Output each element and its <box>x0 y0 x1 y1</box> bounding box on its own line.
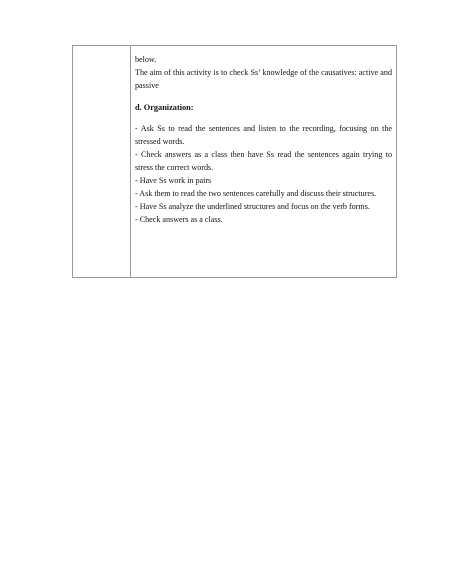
step-item: - Ask them to read the two sentences carefully and discuss their structures. <box>135 189 377 198</box>
step-item: - Have Ss analyze the underlined structures and focus on the verb forms. <box>135 202 370 211</box>
step-item: - Have Ss work in pairs <box>135 176 212 185</box>
lesson-table <box>72 45 397 278</box>
aim-text: The aim of this activity is to check Ss’ knowledge of the causatives: active and passive <box>135 68 392 90</box>
procedure-column <box>131 46 396 277</box>
step-item: - Ask Ss to read the sentences and listen to the recording, focusing on the stressed words. <box>135 124 392 146</box>
step-item: - Check answers as a class then have Ss read the sentences again trying to stress the correct words. <box>135 150 392 172</box>
intro-line: below. <box>135 55 157 64</box>
stage-column <box>73 46 131 277</box>
step-item: - Check answers as a class. <box>135 215 223 224</box>
section-heading: d. Organization: <box>135 103 194 112</box>
